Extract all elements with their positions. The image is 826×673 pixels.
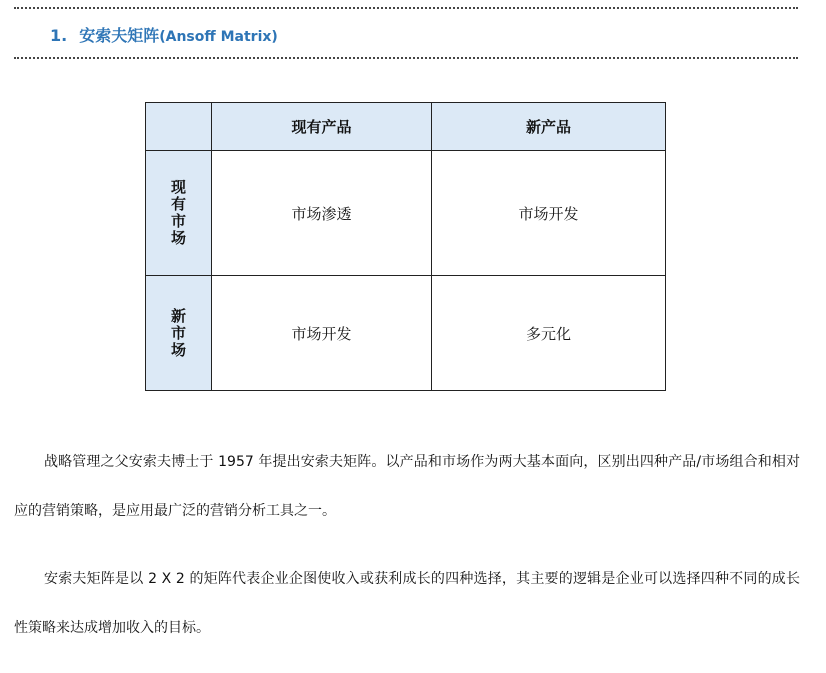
paragraph-logic: 安索夫矩阵是以 2 X 2 的矩阵代表企业企图使收入或获利成长的四种选择，其主要的逻辑是企业可以选择四种不同的成长性策略来达成增加收入的目标。 [14,571,800,636]
matrix-header-row [146,103,666,151]
row-header-new-market-label: 新市场 [170,306,186,359]
col-header-existing-product: 现有产品 [212,103,432,151]
heading-title-en: (Ansoff Matrix) [159,29,278,45]
cell-market-development-2: 市场开发 [212,276,432,391]
heading-title-zh: 安索夫矩阵 [79,26,160,45]
paragraph-intro: 战略管理之父安索夫博士于 1957 年提出安索夫矩阵。以产品和市场作为两大基本面向，区别出四种产品/市场组合和相对应的营销策略，是应用最广泛的营销分析工具之一。 [14,454,800,519]
row-header-existing-market-label: 现有市场 [170,178,186,247]
top-dotted-rule [14,7,798,9]
cell-diversification: 多元化 [432,276,666,391]
section-heading [50,24,278,48]
heading-number: 1. [50,26,68,45]
col-header-new-product: 新产品 [432,103,666,151]
cell-market-penetration: 市场渗透 [212,151,432,276]
row-header-new-market [146,276,212,391]
matrix-row-new-market [146,276,666,391]
row-header-existing-market [146,151,212,276]
bottom-dotted-rule [14,57,798,59]
ansoff-matrix-table [145,102,666,391]
matrix-corner-cell [146,103,212,151]
cell-market-development-1: 市场开发 [432,151,666,276]
matrix-row-existing-market [146,151,666,276]
